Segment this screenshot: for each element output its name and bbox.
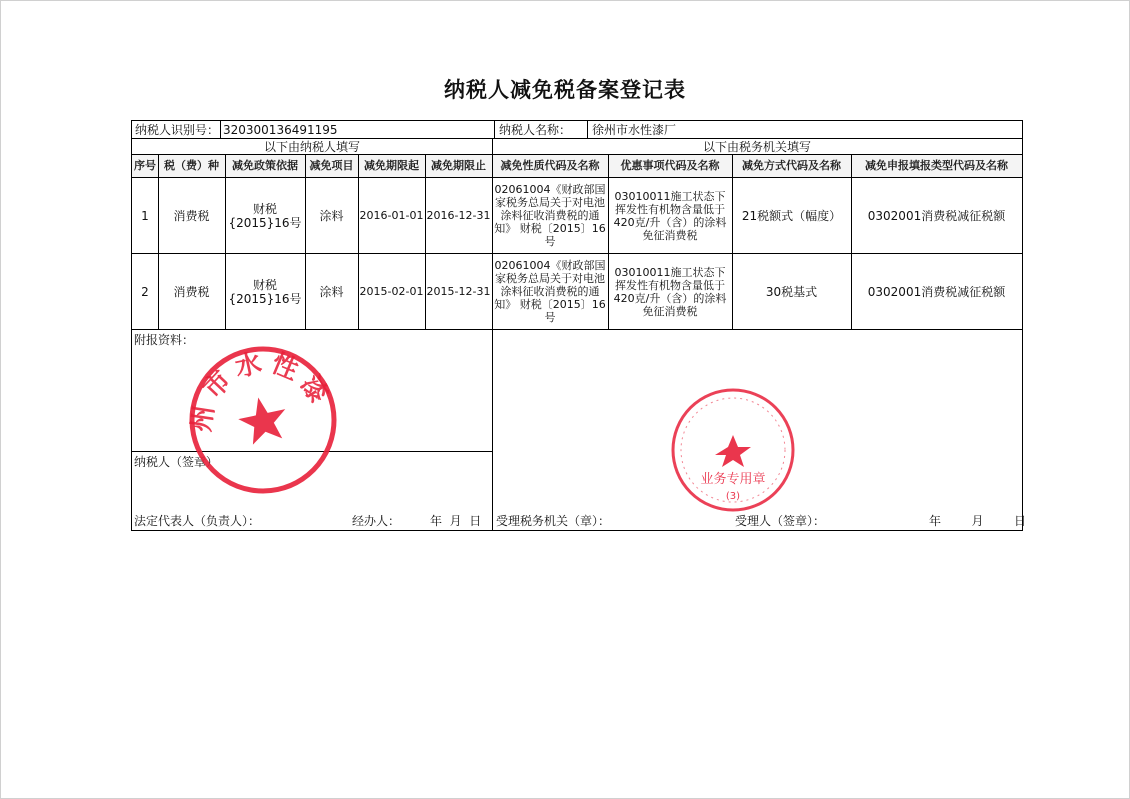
col-header-policy: 减免政策依据	[225, 155, 305, 177]
row2-declaration: 0302001消费税减征税额	[867, 284, 1006, 299]
receiver-label: 受理人（签章）：	[735, 514, 826, 528]
row2-no: 2	[141, 284, 149, 299]
taxpayer-id-value: 320300136491195	[223, 123, 338, 137]
taxpayer-id-label: 纳税人识别号：	[135, 123, 220, 137]
row1-start: 2016-01-01	[359, 209, 424, 222]
legal-rep-label: 法定代表人（负责人）：	[134, 514, 261, 528]
col-header-declaration: 减免申报填报类型代码及名称	[851, 155, 1022, 177]
company-seal-star-icon	[235, 393, 291, 447]
tax-office-label: 受理税务机关（章）：	[496, 514, 611, 528]
col-header-nature: 减免性质代码及名称	[492, 155, 608, 177]
row2-tax-type: 消费税	[173, 284, 210, 299]
tax-office-seal-text: 业务专用章	[700, 472, 766, 487]
taxpayer-name-label: 纳税人名称：	[499, 123, 572, 137]
date-left: 年 月 日	[430, 514, 482, 528]
row2-start: 2015-02-01	[359, 285, 424, 298]
col-header-tax-type: 税（费）种	[158, 155, 225, 177]
company-seal-stamp	[174, 331, 352, 509]
row1-tax-type: 消费税	[173, 208, 210, 223]
col-header-no: 序号	[132, 155, 158, 177]
attachments-label: 附报资料：	[134, 333, 195, 347]
row2-end: 2015-12-31	[426, 285, 491, 298]
col-header-item: 减免项目	[305, 155, 358, 177]
taxpayer-name-value: 徐州市水性漆厂	[592, 123, 677, 137]
row2-method: 30税基式	[765, 284, 818, 299]
date-right: 年 月 日	[929, 514, 1027, 528]
row1-item: 涂料	[319, 208, 344, 223]
row1-method: 21税额式（幅度）	[741, 208, 842, 223]
row1-end: 2016-12-31	[426, 209, 491, 222]
row1-no: 1	[141, 208, 149, 223]
row2-preferential: 03010011施工状态下挥发性有机物含量低于420克/升（含）的涂料免征消费税	[613, 265, 727, 318]
col-header-preferential: 优惠事项代码及名称	[608, 155, 732, 177]
row2-nature: 02061004《财政部国家税务总局关于对电池 涂料征收消费税的通知》 财税〔2015〕16号	[494, 259, 606, 324]
section-taxpayer-header: 以下由纳税人填写	[263, 140, 360, 154]
company-seal-text: 徐州市水性漆厂	[174, 336, 337, 434]
section-tax-office-header: 以下由税务机关填写	[702, 140, 811, 154]
row1-nature: 02061004《财政部国家税务总局关于对电池 涂料征收消费税的通知》 财税〔2015〕16号	[494, 183, 606, 248]
row2-item: 涂料	[319, 284, 344, 299]
row2-policy: 财税{2015}16号	[228, 277, 302, 306]
taxpayer-sign-label: 纳税人（签章）	[134, 455, 219, 469]
row1-preferential: 03010011施工状态下挥发性有机物含量低于420克/升（含）的涂料免征消费税	[613, 189, 727, 242]
tax-office-seal-number: (3)	[725, 491, 741, 502]
company-seal-svg	[174, 331, 352, 509]
tax-office-seal-star-icon	[715, 435, 751, 467]
col-header-start: 减免期限起	[358, 155, 425, 177]
handler-label: 经办人：	[352, 514, 401, 528]
row1-declaration: 0302001消费税减征税额	[867, 208, 1006, 223]
row1-policy: 财税{2015}16号	[228, 201, 302, 230]
col-header-end: 减免期限止	[425, 155, 492, 177]
form-title: 纳税人减免税备案登记表	[444, 78, 686, 102]
tax-office-seal-stamp	[668, 385, 798, 515]
tax-office-seal-svg	[668, 385, 798, 515]
col-header-method: 减免方式代码及名称	[732, 155, 851, 177]
